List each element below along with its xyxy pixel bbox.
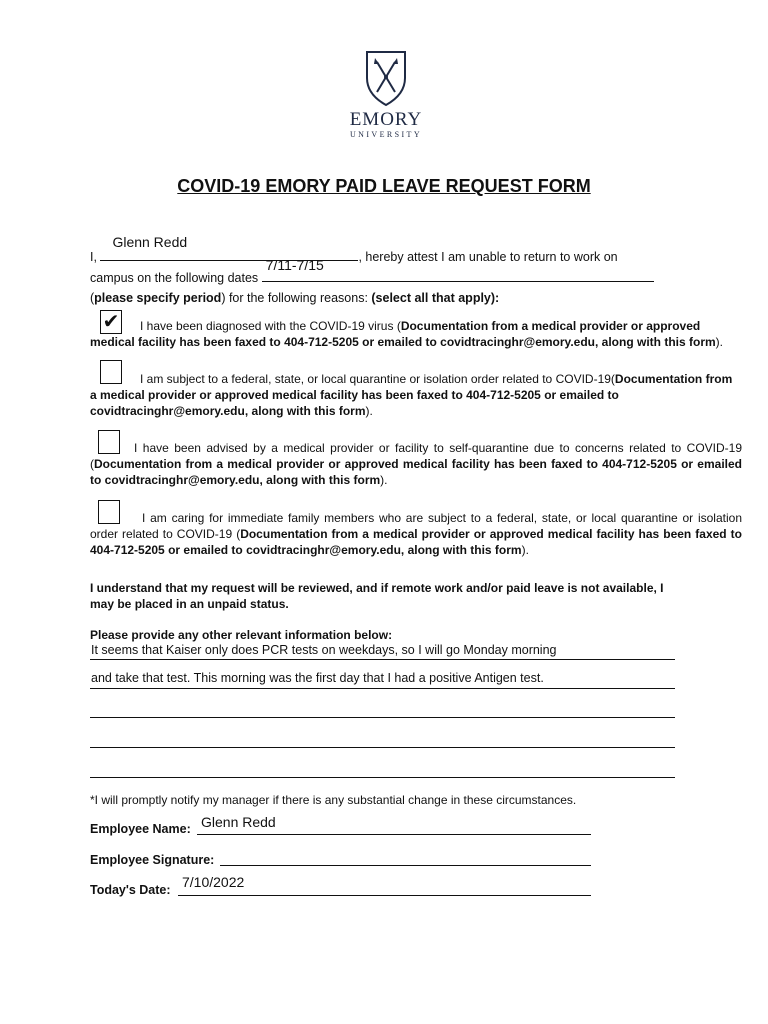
reason-1-doc: Documentation from a medical provider or approved medical facility has been faxed to 404-712-5205 or emailed to covidtracinghr@emory.edu, along with this form: [90, 319, 716, 349]
reason-2-text: [90, 371, 740, 419]
period-mid: ) for the following reasons:: [221, 291, 372, 305]
reason-1-doc-open: (: [396, 319, 401, 333]
logo-subtitle: UNIVERSITY: [350, 130, 422, 139]
attest-line-3: [90, 290, 499, 306]
reason-4-doc-open: (: [236, 527, 241, 541]
todays-date-field[interactable]: [178, 895, 591, 896]
employee-name-value: Glenn Redd: [201, 814, 276, 830]
employee-signature-field[interactable]: [220, 865, 591, 866]
emory-logo: [346, 48, 426, 140]
reason-3-text: [90, 440, 742, 488]
reason-4-doc-close: ).: [521, 543, 529, 557]
period-bold: please specify period: [94, 291, 222, 305]
todays-date-value: 7/10/2022: [182, 874, 245, 890]
attest-line-1: [90, 234, 618, 265]
reason-1-label: I have been diagnosed with the COVID-19 virus: [140, 319, 397, 333]
logo-name: EMORY: [349, 109, 423, 130]
period-select: (select all that apply):: [371, 291, 500, 305]
reason-4-label: I am caring for immediate family members who are subject to a federal, state, or local quarantine or isolation order related to COVID-19: [90, 511, 742, 541]
reason-3-doc-open: (: [90, 457, 94, 471]
other-info-line-5[interactable]: [90, 777, 675, 778]
employee-name-field[interactable]: [197, 834, 591, 835]
reason-3-doc: Documentation from a medical provider or approved medical facility has been faxed to 404-712-5205 or emailed to covidtracinghr@emory.edu, along with this form: [90, 457, 742, 487]
other-info-line-2[interactable]: [90, 688, 675, 689]
reason-1-text: [90, 318, 740, 350]
employee-name-label: Employee Name:: [90, 822, 191, 836]
reason-4-doc: Documentation from a medical provider or approved medical facility has been faxed to 404-712-5205 or emailed to covidtracinghr@emory.edu, along with this form: [90, 527, 742, 557]
other-info-label: Please provide any other relevant information below:: [90, 628, 393, 642]
attest-prefix: I,: [90, 250, 97, 264]
dates-value: 7/11-7/15: [265, 257, 324, 273]
emory-shield-torch-icon: [363, 48, 409, 108]
reason-4-text: [90, 510, 742, 558]
other-info-line-3[interactable]: [90, 717, 675, 718]
reason-2-doc-close: ).: [365, 404, 373, 418]
employee-signature-label: Employee Signature:: [90, 853, 215, 867]
other-info-text-2: and take that test. This morning was the first day that I had a positive Antigen test.: [91, 671, 544, 685]
checkmark-icon: ✔: [102, 311, 120, 333]
notify-statement: *I will promptly notify my manager if there is any substantial change in these circumstances.: [90, 793, 577, 807]
other-info-line-4[interactable]: [90, 747, 675, 748]
attest-suffix: , hereby attest I am unable to return to work on: [358, 250, 618, 264]
reason-2-doc: Documentation from a medical provider or approved medical facility has been faxed to 404-712-5205 or emailed to covidtracinghr@emory.edu, along with this form: [90, 372, 733, 418]
reason-2-label: I am subject to a federal, state, or local quarantine or isolation order related to COVID-19: [140, 372, 611, 386]
other-info-text-1: It seems that Kaiser only does PCR tests on weekdays, so I will go Monday morning: [91, 643, 557, 657]
dates-label: campus on the following dates: [90, 271, 259, 285]
form-title: COVID-19 EMORY PAID LEAVE REQUEST FORM: [177, 176, 591, 196]
understand-statement: I understand that my request will be reviewed, and if remote work and/or paid leave is not available, I may be placed in an unpaid status.: [90, 581, 664, 611]
todays-date-label: Today's Date:: [90, 883, 171, 897]
period-open: (: [90, 291, 95, 305]
reason-2-doc-open: (: [610, 372, 615, 386]
attest-name-value: Glenn Redd: [112, 234, 188, 250]
reason-3-label: I have been advised by a medical provider or facility to self-quarantine due to concerns related to COVID-19: [134, 441, 742, 455]
reason-1-doc-close: ).: [715, 335, 724, 349]
other-info-line-1[interactable]: [90, 659, 675, 660]
reason-3-doc-close: ).: [380, 473, 388, 487]
